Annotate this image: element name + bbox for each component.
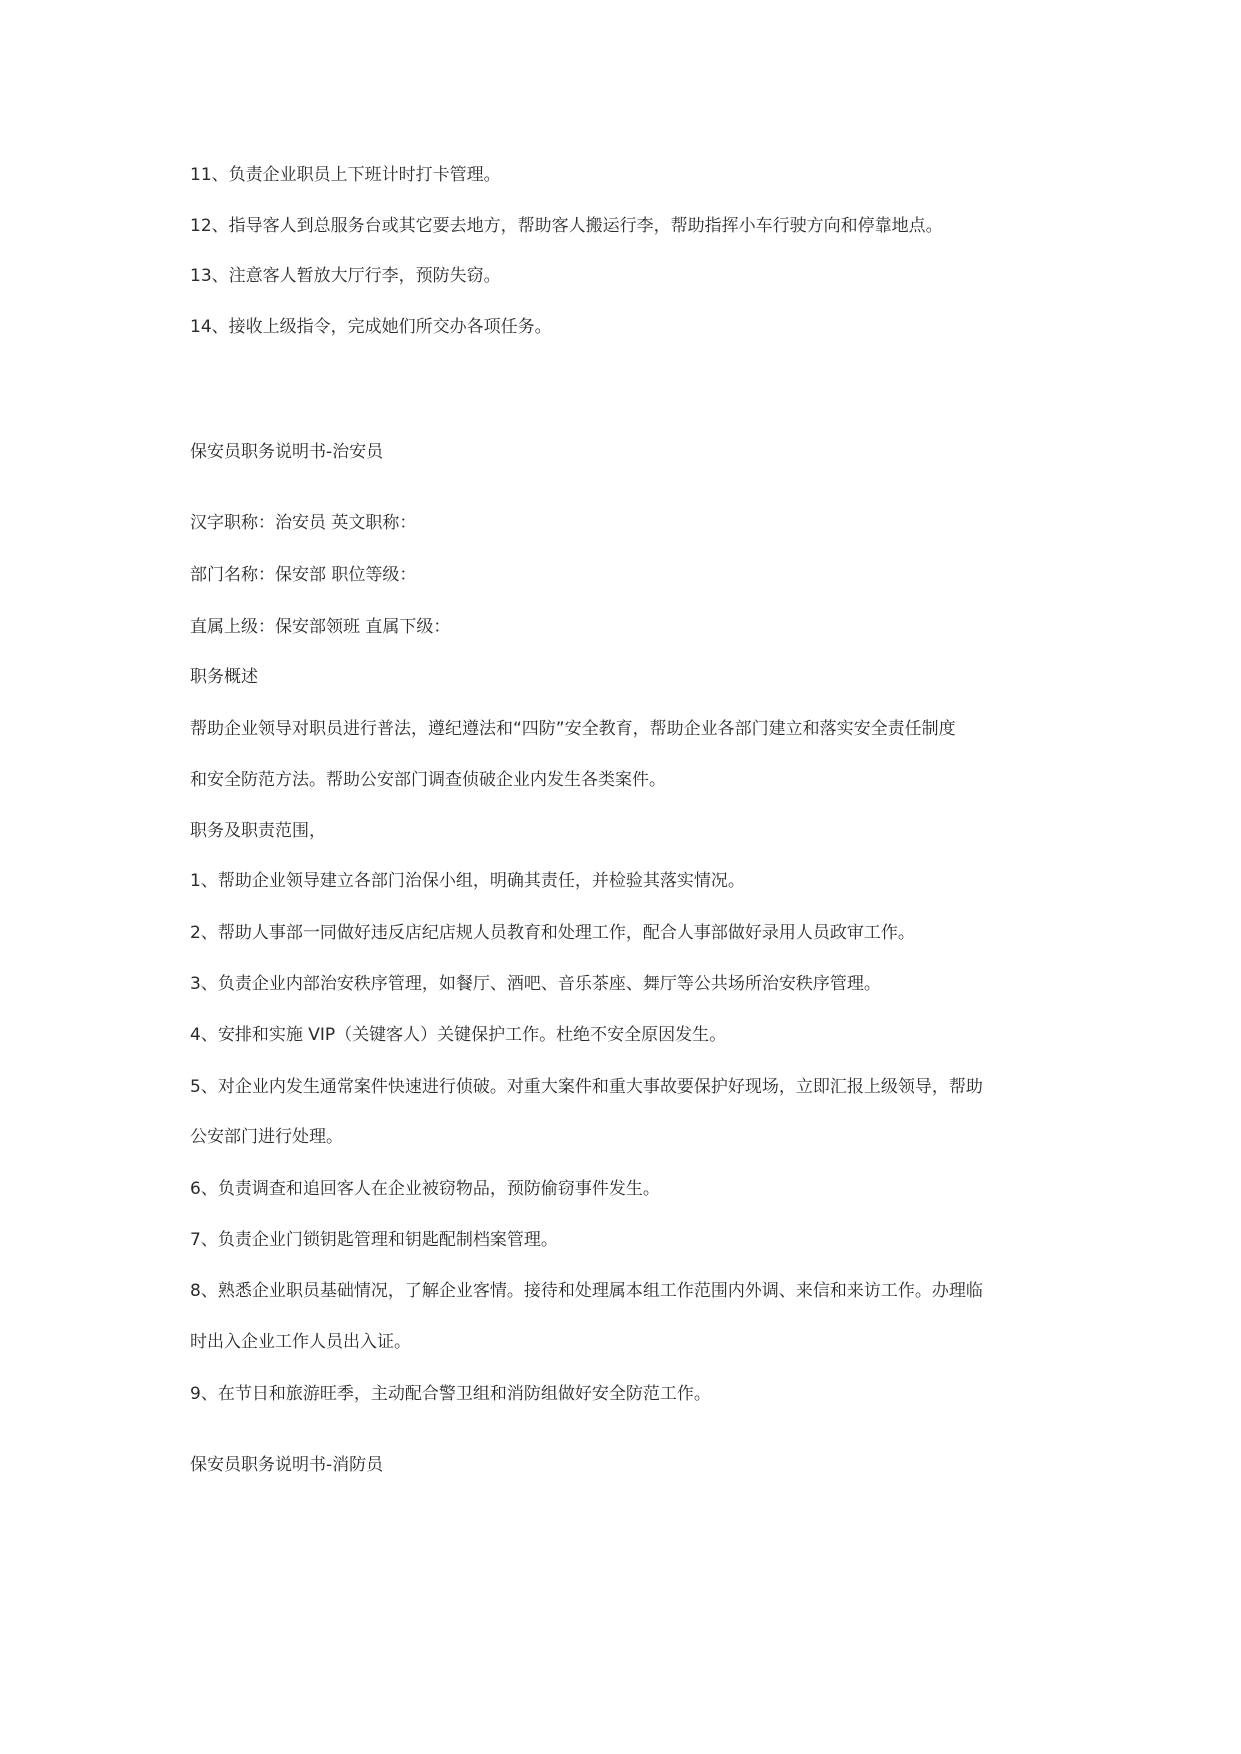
department-info: 部门名称：保安部 职位等级： [190, 565, 417, 585]
section-title-fire-officer: 保安员职务说明书-消防员 [190, 1455, 384, 1475]
job-overview-heading: 职务概述 [190, 667, 258, 687]
responsibility-item-1: 1、帮助企业领导建立各部门治保小组，明确其责任，并检验其落实情况。 [190, 871, 745, 891]
responsibility-item-9: 9、在节日和旅游旺季，主动配合警卫组和消防组做好安全防范工作。 [190, 1384, 711, 1404]
duty-item-12: 12、指导客人到总服务台或其它要去地方，帮助客人搬运行李，帮助指挥小车行驶方向和停靠地点。 [190, 216, 943, 236]
responsibility-item-4: 4、安排和实施 VIP（关键客人）关键保护工作。杜绝不安全原因发生。 [190, 1025, 727, 1045]
duty-item-13: 13、注意客人暂放大厅行李，预防失窃。 [190, 266, 501, 286]
section-title-security-officer: 保安员职务说明书-治安员 [190, 442, 384, 462]
job-overview-text-1: 帮助企业领导对职员进行普法，遵纪遵法和“四防”安全教育，帮助企业各部门建立和落实安全责任制度 [190, 719, 956, 739]
responsibility-item-3: 3、负责企业内部治安秩序管理，如餐厅、酒吧、音乐茶座、舞厅等公共场所治安秩序管理。 [190, 974, 881, 994]
responsibility-item-8: 8、熟悉企业职员基础情况，了解企业客情。接待和处理属本组工作范围内外调、来信和来访工作。办理临 [190, 1281, 983, 1301]
responsibility-item-5: 5、对企业内发生通常案件快速进行侦破。对重大案件和重大事故要保护好现场，立即汇报上级领导，帮助 [190, 1077, 983, 1097]
responsibility-item-7: 7、负责企业门锁钥匙管理和钥匙配制档案管理。 [190, 1230, 558, 1250]
job-title-info: 汉字职称：治安员 英文职称： [190, 513, 417, 533]
job-overview-text-2: 和安全防范方法。帮助公安部门调查侦破企业内发生各类案件。 [190, 770, 666, 790]
duty-item-11: 11、负责企业职员上下班计时打卡管理。 [190, 165, 501, 185]
duty-item-14: 14、接收上级指令，完成她们所交办各项任务。 [190, 317, 552, 337]
responsibilities-heading: 职务及职责范围， [190, 821, 326, 841]
responsibility-item-6: 6、负责调查和追回客人在企业被窃物品，预防偷窃事件发生。 [190, 1179, 660, 1199]
responsibility-item-2: 2、帮助人事部一同做好违反店纪店规人员教育和处理工作，配合人事部做好录用人员政审工作。 [190, 923, 915, 943]
responsibility-item-8-cont: 时出入企业工作人员出入证。 [190, 1332, 411, 1352]
reporting-info: 直属上级：保安部领班 直属下级： [190, 617, 451, 637]
responsibility-item-5-cont: 公安部门进行处理。 [190, 1127, 343, 1147]
